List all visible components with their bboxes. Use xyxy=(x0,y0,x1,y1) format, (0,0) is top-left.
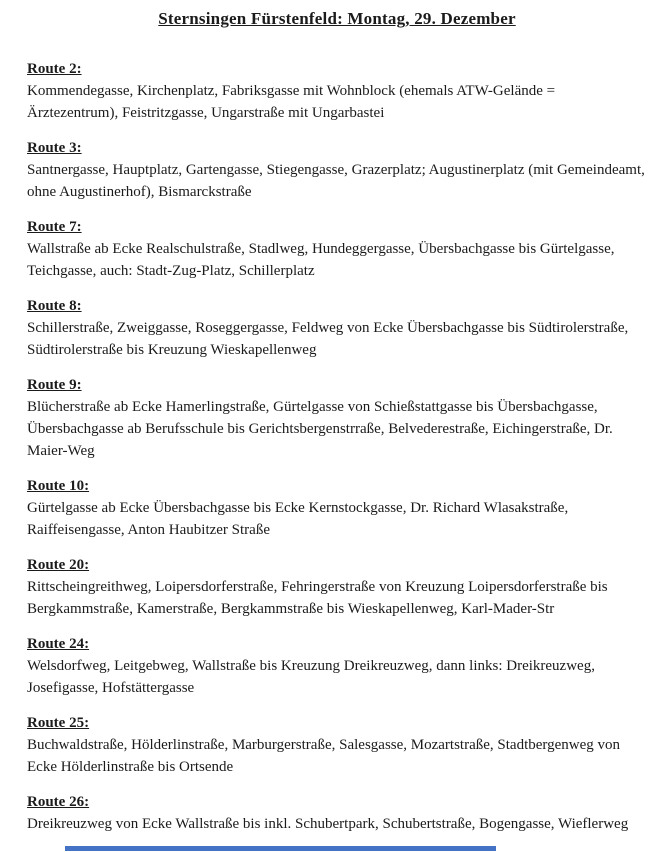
route-block xyxy=(27,554,647,620)
page-title: Sternsingen Fürstenfeld: Montag, 29. Dezember xyxy=(158,9,516,28)
route-heading: Route 20: xyxy=(27,557,90,573)
route-heading: Route 10: xyxy=(27,478,90,494)
route-description: Gürtelgasse ab Ecke Übersbachgasse bis Ecke Kernstockgasse, Dr. Richard Wlasakstraße, Raiffeisengasse, Anton Haubitzer Straße xyxy=(27,500,569,538)
bottom-blue-bar xyxy=(65,846,496,851)
route-list xyxy=(27,58,647,835)
route-block xyxy=(27,374,647,462)
route-description: Buchwaldstraße, Hölderlinstraße, Marburgerstraße, Salesgasse, Mozartstraße, Stadtbergenweg von Ecke Hölderlinstraße bis Ortsende xyxy=(27,737,621,775)
route-heading: Route 2: xyxy=(27,61,82,77)
route-block xyxy=(27,791,647,835)
route-block xyxy=(27,58,647,124)
route-block xyxy=(27,295,647,361)
route-heading: Route 25: xyxy=(27,715,90,731)
route-description: Wallstraße ab Ecke Realschulstraße, Stadlweg, Hundeggergasse, Übersbachgasse bis Gürtelgasse, Teichgasse, auch: Stadt-Zug-Platz, Schillerplatz xyxy=(27,241,615,279)
route-heading: Route 24: xyxy=(27,636,90,652)
route-description: Schillerstraße, Zweiggasse, Roseggergasse, Feldweg von Ecke Übersbachgasse bis Südtirolerstraße, Südtirolerstraße bis Kreuzung Wieskapellenweg xyxy=(27,320,629,358)
route-block xyxy=(27,216,647,282)
route-block xyxy=(27,633,647,699)
route-description: Blücherstraße ab Ecke Hamerlingstraße, Gürtelgasse von Schießstattgasse bis Übersbachgasse, Übersbachgasse ab Berufsschule bis Gerichtsbergenstrraße, Belvederestraße, Eichingerstraße, Dr. Maier-Weg xyxy=(27,399,613,459)
route-heading: Route 7: xyxy=(27,219,82,235)
route-block xyxy=(27,137,647,203)
route-description: Santnergasse, Hauptplatz, Gartengasse, Stiegengasse, Grazerplatz; Augustinerplatz (mit Gemeindeamt, ohne Augustinerhof), Bismarckstraße xyxy=(27,162,645,200)
route-block xyxy=(27,475,647,541)
route-heading: Route 26: xyxy=(27,794,90,810)
route-heading: Route 8: xyxy=(27,298,82,314)
route-heading: Route 3: xyxy=(27,140,82,156)
route-description: Dreikreuzweg von Ecke Wallstraße bis inkl. Schubertpark, Schubertstraße, Bogengasse, Wieflerweg xyxy=(27,816,629,832)
route-description: Welsdorfweg, Leitgebweg, Wallstraße bis Kreuzung Dreikreuzweg, dann links: Dreikreuzweg, Josefigasse, Hofstättergasse xyxy=(27,658,595,696)
route-block xyxy=(27,712,647,778)
route-description: Rittscheingreithweg, Loipersdorferstraße, Fehringerstraße von Kreuzung Loipersdorferstraße bis Bergkammstraße, Kamerstraße, Bergkammstraße bis Wieskapellenweg, Karl-Mader-Str xyxy=(27,579,608,617)
route-heading: Route 9: xyxy=(27,377,82,393)
route-description: Kommendegasse, Kirchenplatz, Fabriksgasse mit Wohnblock (ehemals ATW-Gelände = Ärztezentrum), Feistritzgasse, Ungarstraße mit Ungarbastei xyxy=(27,83,556,121)
